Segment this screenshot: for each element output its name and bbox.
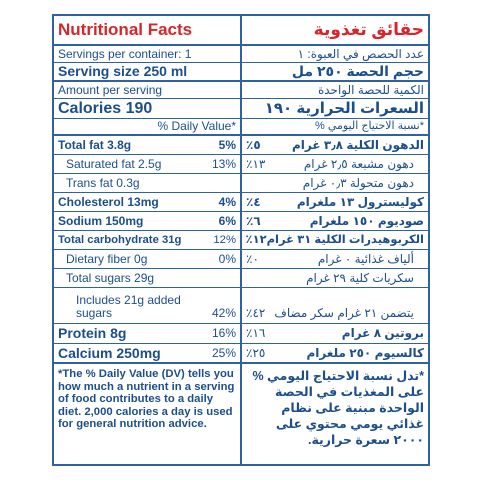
daily-value-footnote: *The % Daily Value (DV) tells you how much a nutrient in a serving of food contributes to a daily diet. 2,000 calories a day is used for general nutrition advice. xyxy=(58,368,235,430)
nutrient-percent: 4% xyxy=(218,194,236,209)
nutrient-row xyxy=(54,155,240,174)
daily-value-header-ar: *نسبة الاحتياج اليومي % xyxy=(242,119,428,136)
nutrient-label-ar: دهون مشبعة ٢٫٥ غرام xyxy=(303,156,414,171)
nutrient-label: Saturated fat 2.5g xyxy=(66,156,162,171)
calories-ar: السعرات الحرارية ١٩٠ xyxy=(242,99,428,119)
nutrient-row xyxy=(54,174,240,193)
nutrient-percent: 13% xyxy=(211,156,236,171)
nutrient-row-ar xyxy=(242,193,428,212)
nutrient-label: Total carbohydrate 31g xyxy=(58,233,182,246)
nutrient-percent-ar: ٤٪ xyxy=(246,194,261,209)
english-nutrition-panel xyxy=(52,14,242,466)
servings-per-container-ar: عدد الحصص في العبوة: ١ xyxy=(242,46,428,63)
nutrient-row-ar xyxy=(242,155,428,174)
nutrient-label-ar: كالسيوم ٢٥٠ ملغرام xyxy=(306,345,424,360)
nutrient-percent-ar: ٤٢٪ xyxy=(246,306,266,320)
nutrient-row xyxy=(54,269,240,288)
nutrient-row-ar xyxy=(242,288,428,324)
nutrient-label: Includes 21g added sugars xyxy=(76,293,181,320)
nutrient-percent-ar: ٠٪ xyxy=(246,251,259,266)
amount-per-serving: Amount per serving xyxy=(54,82,240,99)
nutrient-label: Calcium 250mg xyxy=(58,344,161,361)
nutrient-row xyxy=(54,344,240,364)
nutrient-label: Cholesterol 13mg xyxy=(58,194,159,209)
arabic-nutrition-panel xyxy=(240,14,430,466)
nutrient-row-ar xyxy=(242,269,428,288)
nutrient-label-ar: بروتين ٨ غرام xyxy=(341,326,424,340)
arabic-title: حقائق تغذوية xyxy=(242,16,428,46)
nutrient-percent-ar: ٦٪ xyxy=(246,213,261,228)
daily-value-header: % Daily Value* xyxy=(54,119,240,136)
calories: Calories 190 xyxy=(54,99,240,119)
nutrient-label-ar: الدهون الكلية ٣٫٨ غرام xyxy=(291,137,424,152)
nutrient-percent-ar: ٢٥٪ xyxy=(246,345,266,360)
nutrient-row xyxy=(54,136,240,155)
nutrient-percent-ar: ١٣٪ xyxy=(246,156,266,171)
serving-size-ar: حجم الحصة ٢٥٠ مل xyxy=(242,63,428,82)
nutrient-percent: 12% xyxy=(213,233,236,246)
nutrient-label: Trans fat 0.3g xyxy=(66,175,140,190)
nutrient-label-ar: الكربوهيدرات الكلية ٣١ غرام xyxy=(266,233,424,246)
nutrient-label-ar: كوليسترول ١٣ ملغرام xyxy=(296,194,424,209)
nutrient-percent-ar: ١٢٪ xyxy=(245,233,267,246)
nutrient-row xyxy=(54,250,240,269)
nutrient-label: Dietary fiber 0g xyxy=(66,251,148,266)
nutrient-label: Protein 8g xyxy=(58,325,127,341)
serving-size: Serving size 250 ml xyxy=(54,63,240,82)
nutrient-row xyxy=(54,288,240,324)
nutrient-row-ar xyxy=(242,344,428,364)
nutrient-label-ar: دهون متحولة ٠٫٣ غرام xyxy=(302,175,414,190)
daily-value-footnote-ar: *تدل نسبة الاحتياج اليومي % على المغذيات في الحصة الواحدة مبنية على نظام غذائي يومي محتوي على ٢٠٠٠ سعرة حرارية. xyxy=(252,369,424,447)
nutrient-label-ar: يتضمن ٢١ غرام سكر مضاف xyxy=(274,306,414,320)
nutrient-label-ar: صوديوم ١٥٠ ملغرام xyxy=(309,213,424,228)
nutrient-row-ar xyxy=(242,174,428,193)
nutrient-label: Sodium 150mg xyxy=(58,213,144,228)
nutrient-percent: 0% xyxy=(218,251,236,266)
nutrient-row xyxy=(54,193,240,212)
servings-per-container: Servings per container: 1 xyxy=(54,46,240,63)
nutrient-row-ar xyxy=(242,250,428,269)
nutrient-percent: 25% xyxy=(211,345,236,360)
nutrient-row xyxy=(54,324,240,344)
nutrient-percent-ar: ١٦٪ xyxy=(246,326,266,340)
nutrient-label: Total fat 3.8g xyxy=(58,137,132,152)
nutrient-percent-ar: ٥٪ xyxy=(246,137,261,152)
nutrient-row-ar xyxy=(242,212,428,231)
nutrient-row-ar xyxy=(242,231,428,250)
nutrient-row-ar xyxy=(242,136,428,155)
amount-per-serving-ar: الكمية للحصة الواحدة xyxy=(242,82,428,99)
nutrient-label-ar: ألياف غذائية ٠ غرام xyxy=(317,251,414,266)
nutrient-percent: 16% xyxy=(211,326,236,340)
nutrient-row-ar xyxy=(242,324,428,344)
nutrient-row xyxy=(54,231,240,250)
nutrient-label-ar: سكريات كلية ٢٩ غرام xyxy=(306,270,414,285)
english-title: Nutritional Facts xyxy=(54,16,240,46)
nutrient-percent: 5% xyxy=(218,137,236,152)
nutrient-label: Total sugars 29g xyxy=(66,270,155,285)
nutrient-percent: 6% xyxy=(218,213,236,228)
nutrient-row xyxy=(54,212,240,231)
nutrient-percent: 42% xyxy=(211,306,236,320)
